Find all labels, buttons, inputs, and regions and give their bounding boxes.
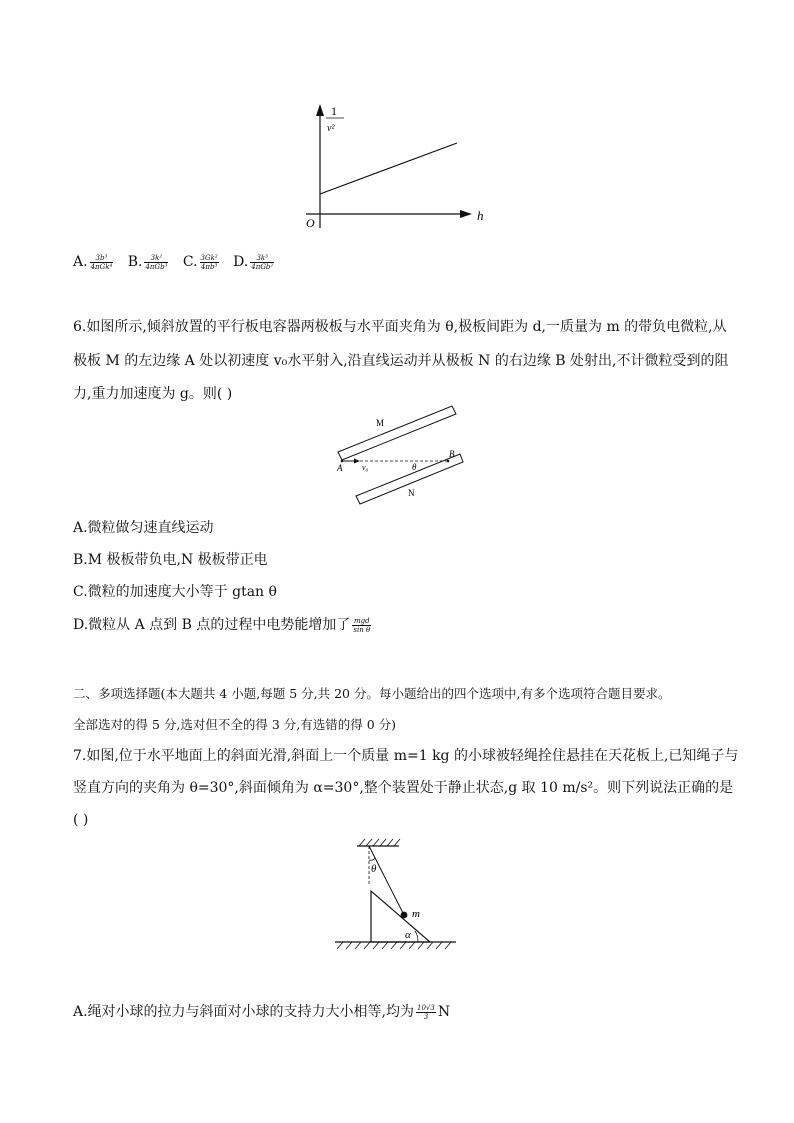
graph-line [320, 143, 457, 194]
label-a: A [337, 463, 343, 473]
q6-option-d-fraction: $\frac{\text{mgd}}{\text{sin θ}}$ [353, 616, 371, 634]
label-theta: θ [371, 863, 377, 875]
option-a[interactable]: A. $\frac{\text{3b³}}{\text{4πGk⁴}}$ [73, 253, 113, 271]
option-b[interactable]: B. $\frac{\text{3k²}}{\text{4πGb³}}$ [127, 253, 168, 271]
q7-line-3: ( ) [73, 812, 89, 828]
q7-option-a[interactable] [73, 1002, 450, 1022]
option-d[interactable]: D. $\frac{\text{3k³}}{\text{4πGb²}}$ [233, 253, 274, 271]
ground-hatching [337, 942, 451, 949]
q6-line-3: 力,重力加速度为 g。则( ) [73, 386, 233, 402]
q6-option-d-text: D.微粒从 A 点到 B 点的过程中电势能增加了 [73, 617, 351, 633]
label-m: m [412, 908, 420, 920]
point-a [341, 460, 344, 463]
q7-option-a-unit: N [437, 1004, 451, 1020]
origin-label: O [306, 216, 315, 230]
alpha-arc [415, 931, 418, 942]
q6-option-b[interactable]: B.M 极板带负电,N 极板带正电 [73, 552, 268, 568]
section-2-heading-line-2: 全部选对的得 5 分,选对但不全的得 3 分,有选错的得 0 分) [73, 717, 397, 732]
label-theta: θ [412, 462, 417, 472]
label-b: B [449, 449, 455, 459]
q6-option-d[interactable] [73, 615, 373, 635]
y-axis-arrow [316, 104, 324, 116]
velocity-arrowhead [354, 459, 360, 464]
graph-inverse-v2-vs-h [300, 100, 500, 235]
label-v0: v₀ [362, 463, 369, 472]
y-label-denominator: v² [327, 123, 335, 134]
q7-option-a-text: A.绳对小球的拉力与斜面对小球的支持力大小相等,均为 [73, 1004, 415, 1020]
label-m: M [376, 418, 385, 428]
q7-line-1: 7.如图,位于水平地面上的斜面光滑,斜面上一个质量 m=1 kg 的小球被轻绳拴住悬挂在天花板上,已知绳子与 [73, 748, 739, 764]
point-b [447, 460, 450, 463]
x-axis-arrow [460, 210, 472, 218]
q6-option-c[interactable]: C.微粒的加速度大小等于 gtan θ [73, 584, 277, 600]
label-n: N [408, 488, 415, 498]
q5-options [73, 252, 284, 272]
q7-line-2: 竖直方向的夹角为 θ=30°,斜面倾角为 α=30°,整个装置处于静止状态,g 取 10 m/s²。则下列说法正确的是 [73, 780, 734, 796]
q6-line-1: 6.如图所示,倾斜放置的平行板电容器两极板与水平面夹角为 θ,极板间距为 d,一质量为 m 的带负电微粒,从 [73, 319, 727, 335]
y-label-numerator: 1 [331, 104, 337, 118]
ball [401, 912, 408, 919]
section-2-heading-line-1: 二、多项选择题(本大题共 4 小题,每题 5 分,共 20 分。每小题给出的四个选项中,有多个选项符合题目要求。 [73, 686, 671, 701]
q7-incline-figure [332, 838, 462, 953]
ceiling-hatching [359, 839, 400, 846]
q6-line-2: 极板 M 的左边缘 A 处以初速度 v₀水平射入,沿直线运动并从极板 N 的右边缘 B 处射出,不计微粒受到的阻 [73, 353, 729, 369]
incline [371, 891, 430, 942]
plate-m [338, 406, 456, 460]
x-label: h [477, 208, 484, 223]
q6-capacitor-figure [332, 405, 467, 510]
option-c[interactable]: C. $\frac{\text{3Gk²}}{\text{4πb³}}$ [182, 253, 218, 271]
theta-arc [369, 858, 375, 860]
label-alpha: α [405, 929, 411, 941]
q6-option-a[interactable]: A.微粒做匀速直线运动 [73, 520, 214, 536]
q7-option-a-fraction: $\frac{10√3}{3}$ [417, 1003, 435, 1021]
